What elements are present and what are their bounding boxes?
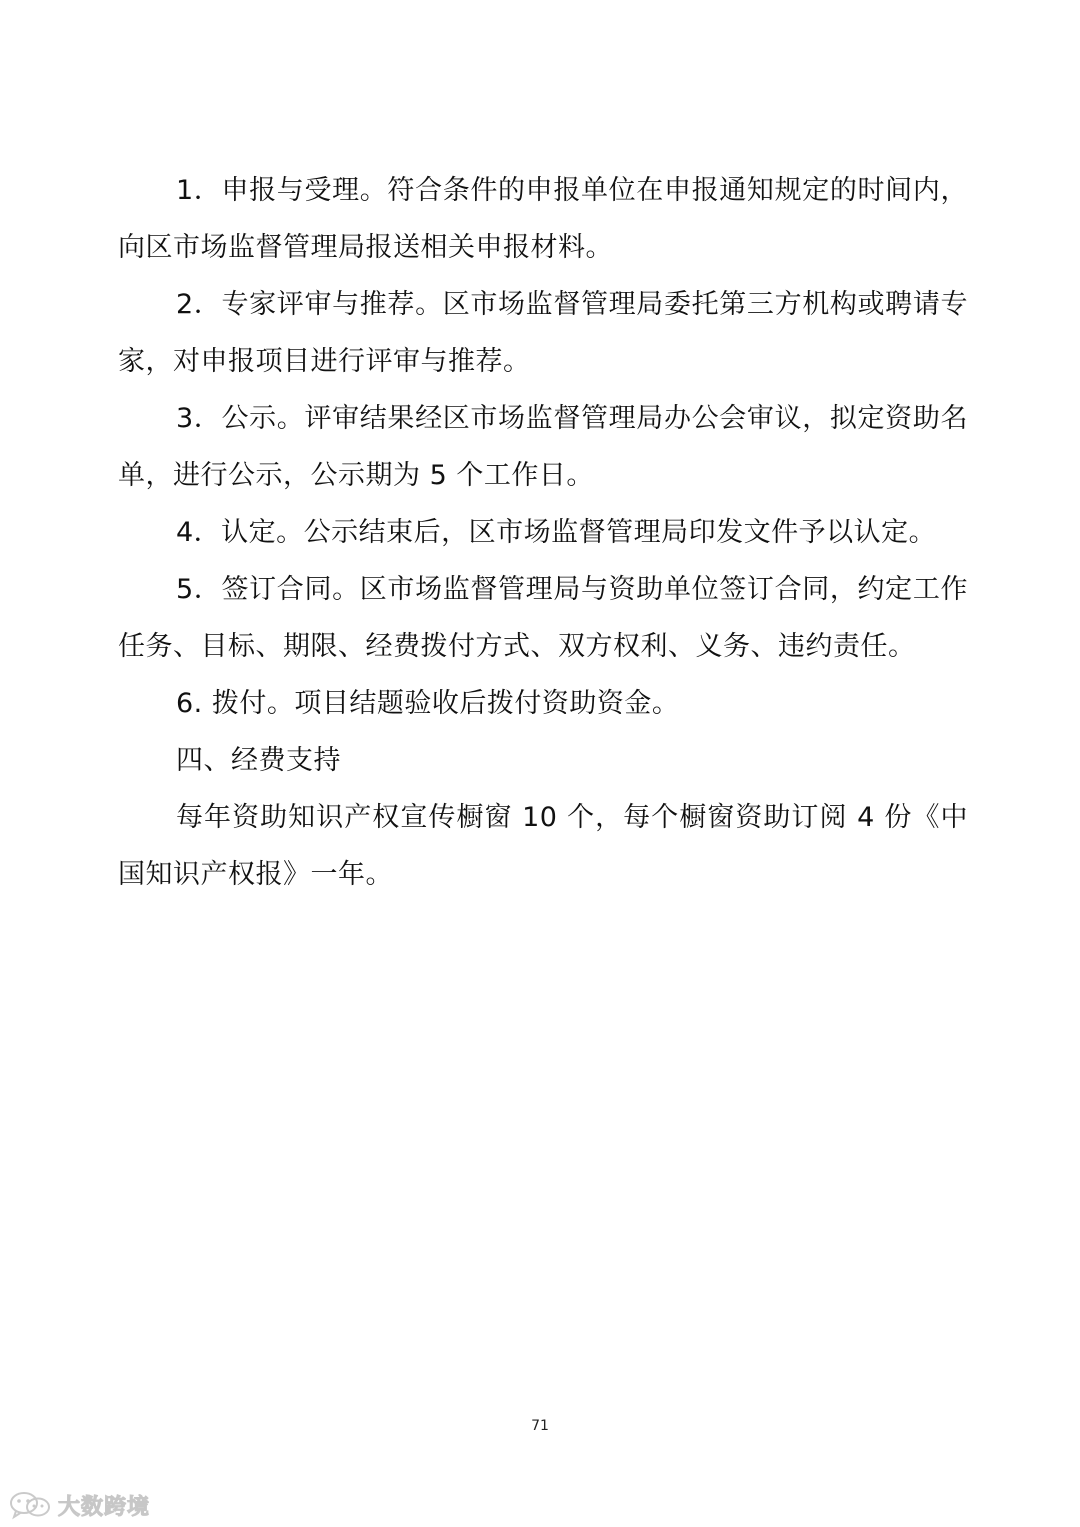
paragraph-recognition: 4．认定。公示结束后，区市场监督管理局印发文件予以认定。: [176, 517, 937, 548]
paragraph-expert-review: 2．专家评审与推荐。区市场监督管理局委托第三方机构或聘请专家，对申报项目进行评审与推荐。: [118, 289, 968, 377]
paragraph-publicity: 3．公示。评审结果经区市场监督管理局办公会审议，拟定资助名单，进行公示，公示期为 5 个工作日。: [118, 403, 968, 491]
section-heading-funding: 四、经费支持: [176, 745, 341, 776]
paragraph-disbursement: 6. 拨付。项目结题验收后拨付资助资金。: [176, 688, 680, 719]
watermark: [8, 1488, 150, 1522]
paragraph-funding: 每年资助知识产权宣传橱窗 10 个，每个橱窗资助订阅 4 份《中国知识产权报》一年。: [118, 802, 968, 890]
document-body: [118, 162, 968, 903]
paragraph-application: 1．申报与受理。符合条件的申报单位在申报通知规定的时间内，向区市场监督管理局报送相关申报材料。: [118, 175, 968, 263]
watermark-text: 大数跨境: [58, 1494, 151, 1520]
page-number: 71: [531, 1418, 549, 1434]
wechat-logo-icon: [8, 1490, 52, 1520]
paragraph-contract: 5．签订合同。区市场监督管理局与资助单位签订合同，约定工作任务、目标、期限、经费拨付方式、双方权利、义务、违约责任。: [118, 574, 968, 662]
